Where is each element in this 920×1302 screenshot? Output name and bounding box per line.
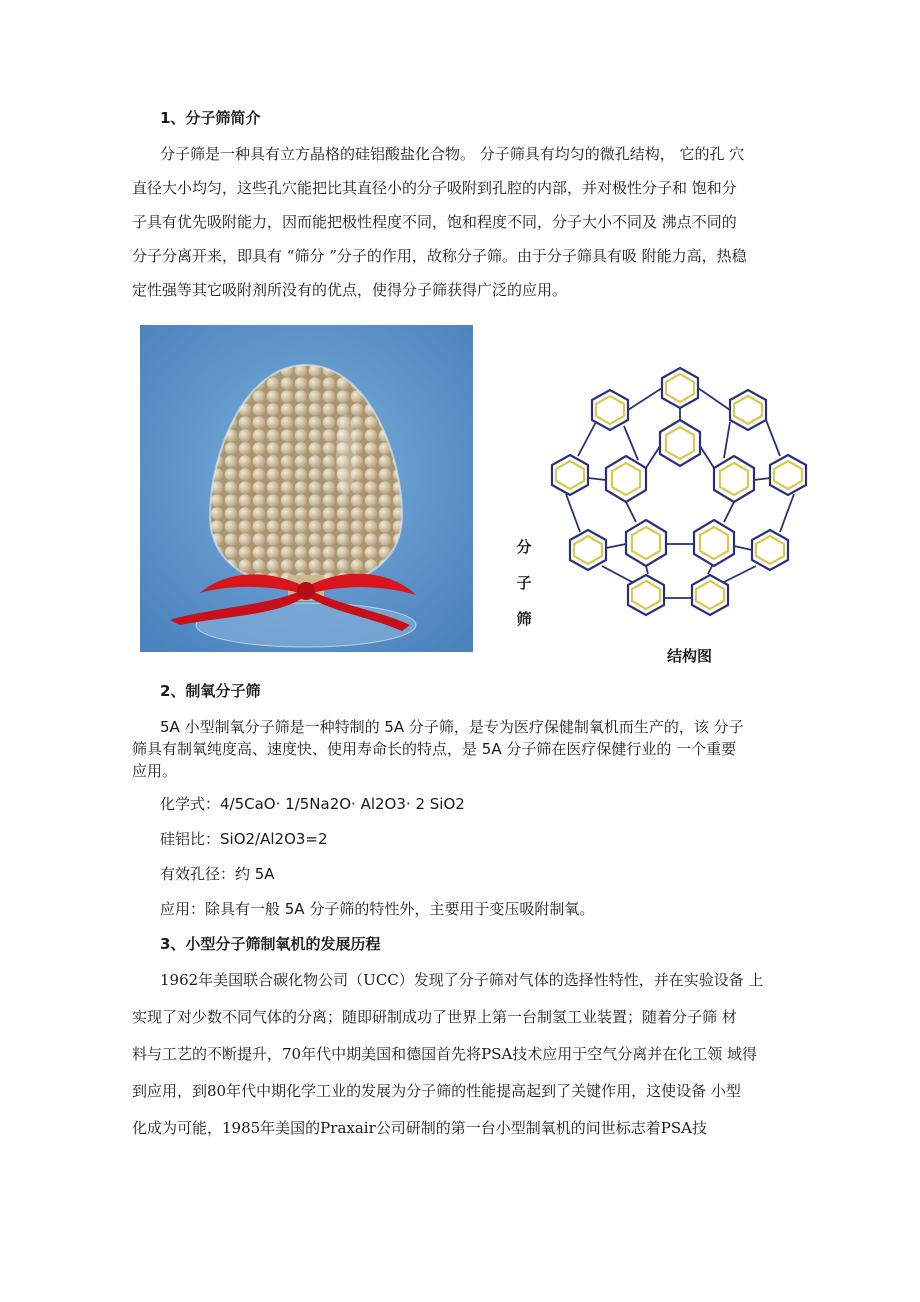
- paragraph-line: 到应用，到80年代中期化学工业的发展为分子筛的性能提高起到了关键作用，这使设备 小型: [132, 1082, 741, 1100]
- paragraph-line: 1962年美国联合碳化物公司（UCC）发现了分子筛对气体的选择性特性，并在实验设备 上: [160, 971, 764, 989]
- paragraph-line: 应用。: [132, 762, 178, 780]
- paragraph-line: 实现了对少数不同气体的分离；随即研制成功了世界上第一台制氢工业装置；随着分子筛 材: [132, 1008, 737, 1026]
- paragraph-line: 化成为可能，1985年美国的Praxair公司研制的第一台小型制氧机的问世标志着PSA技: [132, 1119, 707, 1137]
- paragraph-line: 子具有优先吸附能力，因而能把极性程度不同，饱和程度不同，分子大小不同及 沸点不同的: [132, 213, 737, 231]
- zeolite-framework-image: [548, 360, 813, 620]
- caption-char: 筛: [516, 610, 532, 628]
- effective-pore-size: 有效孔径：约 5A: [160, 865, 275, 883]
- paragraph-line: 5A 小型制氧分子筛是一种特制的 5A 分子筛，是专为医疗保健制氧机而生产的，该 分子: [160, 718, 744, 736]
- section3-heading: 3、小型分子筛制氧机的发展历程: [160, 935, 381, 953]
- application: 应用：除具有一般 5A 分子筛的特性外，主要用于变压吸附制氧。: [160, 900, 595, 918]
- silica-alumina-ratio: 硅铝比：SiO2/Al2O3=2: [160, 830, 328, 848]
- chemical-formula: 化学式：4/5CaO· 1/5Na2O· Al2O3· 2 SiO2: [160, 795, 465, 813]
- caption-char: 分: [516, 538, 532, 556]
- section1-heading: 1、分子筛简介: [160, 109, 261, 127]
- paragraph-line: 定性强等其它吸附剂所没有的优点，使得分子筛获得广泛的应用。: [132, 281, 568, 299]
- flask-image: [140, 325, 473, 652]
- framework-structure-diagram: [548, 360, 813, 620]
- section1-paragraph: [132, 137, 822, 307]
- paragraph-line: 筛具有制氧纯度高、速度快、使用寿命长的特点，是 5A 分子筛在医疗保健行业的 一个重要: [132, 740, 737, 758]
- figure-caption-right: 结构图: [667, 647, 713, 665]
- paragraph-line: 分子筛是一种具有立方晶格的硅铝酸盐化合物。 分子筛具有均匀的微孔结构， 它的孔 穴: [160, 145, 745, 163]
- figure-caption-vertical: [514, 529, 534, 637]
- section2-paragraph: [132, 716, 822, 782]
- section2-heading: 2、制氧分子筛: [160, 682, 261, 700]
- paragraph-line: 料与工艺的不断提升，70年代中期美国和德国首先将PSA技术应用于空气分离并在化工领 域得: [132, 1045, 758, 1063]
- paragraph-line: 直径大小均匀，这些孔穴能把比其直径小的分子吸附到孔腔的内部，并对极性分子和 饱和分: [132, 179, 737, 197]
- caption-char: 子: [516, 574, 532, 592]
- section3-paragraph: [132, 962, 822, 1147]
- molecular-sieve-photo: [140, 325, 473, 652]
- paragraph-line: 分子分离开来，即具有 “筛分 ”分子的作用，故称分子筛。由于分子筛具有吸 附能力高，热稳: [132, 247, 747, 265]
